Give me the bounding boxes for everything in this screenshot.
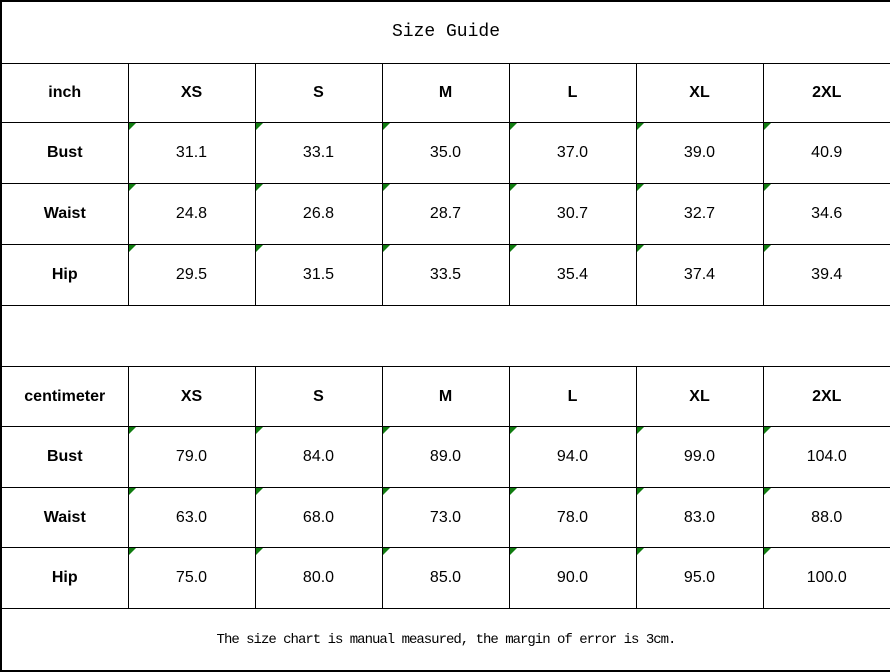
cm-hip-s-cell <box>255 548 382 609</box>
inch-hip-2xl-cell <box>763 244 890 305</box>
cell-flag-icon <box>383 427 390 434</box>
cell-flag-icon <box>637 245 644 252</box>
inch-size-header-m: M <box>382 63 509 123</box>
cell-flag-icon <box>764 427 771 434</box>
cell-flag-icon <box>764 548 771 555</box>
cell-flag-icon <box>129 488 136 495</box>
cell-flag-icon <box>383 548 390 555</box>
inch-unit-header: inch <box>1 63 128 123</box>
inch-bust-row <box>1 123 890 184</box>
inch-waist-2xl-cell <box>763 184 890 245</box>
cell-flag-icon <box>129 427 136 434</box>
inch-size-header-2xl: 2XL <box>763 63 890 123</box>
inch-hip-xs-cell <box>128 244 255 305</box>
cell-value: 73.0 <box>429 508 462 526</box>
cm-hip-xs-cell <box>128 548 255 609</box>
inch-hip-s-cell <box>255 244 382 305</box>
cm-hip-row <box>1 548 890 609</box>
inch-bust-xs-cell <box>128 123 255 184</box>
cell-flag-icon <box>637 123 644 130</box>
cell-flag-icon <box>383 184 390 191</box>
cell-value: 29.5 <box>175 265 208 283</box>
cell-value: 80.0 <box>302 569 335 587</box>
cell-flag-icon <box>129 245 136 252</box>
cm-bust-s-cell <box>255 427 382 488</box>
cell-value: 39.4 <box>811 265 843 283</box>
inch-waist-l-cell <box>509 184 636 245</box>
footer-row <box>1 609 890 671</box>
cell-value: 85.0 <box>429 569 462 587</box>
inch-waist-s-cell <box>255 184 382 245</box>
cm-waist-s-cell <box>255 487 382 548</box>
cell-flag-icon <box>256 548 263 555</box>
cell-flag-icon <box>510 123 517 130</box>
cell-value: 78.0 <box>556 508 589 526</box>
inch-hip-m-cell <box>382 244 509 305</box>
cell-flag-icon <box>637 488 644 495</box>
cell-value: 79.0 <box>175 447 208 465</box>
inch-waist-xs-cell <box>128 184 255 245</box>
cm-waist-row <box>1 487 890 548</box>
cm-waist-label: Waist <box>1 487 128 548</box>
cell-value: 37.4 <box>683 265 716 283</box>
cell-value: 31.1 <box>175 144 208 162</box>
cell-flag-icon <box>129 184 136 191</box>
inch-size-header-s: S <box>255 63 382 123</box>
cell-value: 32.7 <box>683 205 716 223</box>
cell-flag-icon <box>256 184 263 191</box>
cm-bust-label: Bust <box>1 427 128 488</box>
title-row <box>1 1 890 63</box>
inch-waist-xl-cell <box>636 184 763 245</box>
cell-flag-icon <box>510 184 517 191</box>
cell-flag-icon <box>764 488 771 495</box>
cm-unit-header: centimeter <box>1 367 128 427</box>
cm-bust-l-cell <box>509 427 636 488</box>
cell-value: 104.0 <box>806 447 847 465</box>
cm-header-row <box>1 367 890 427</box>
cm-hip-2xl-cell <box>763 548 890 609</box>
footer-note: The size chart is manual measured, the margin of error is 3cm. <box>1 609 890 671</box>
cm-hip-label: Hip <box>1 548 128 609</box>
cm-bust-row <box>1 427 890 488</box>
inch-bust-xl-cell <box>636 123 763 184</box>
inch-bust-2xl-cell <box>763 123 890 184</box>
cell-value: 100.0 <box>806 569 847 587</box>
cm-waist-xs-cell <box>128 487 255 548</box>
cell-flag-icon <box>256 427 263 434</box>
cell-value: 26.8 <box>302 205 335 223</box>
spacer-row <box>1 305 890 367</box>
inch-hip-l-cell <box>509 244 636 305</box>
cell-flag-icon <box>637 427 644 434</box>
inch-hip-label: Hip <box>1 244 128 305</box>
cell-flag-icon <box>129 123 136 130</box>
inch-hip-xl-cell <box>636 244 763 305</box>
cell-value: 33.5 <box>429 265 462 283</box>
cell-value: 24.8 <box>175 205 208 223</box>
cell-flag-icon <box>383 245 390 252</box>
cell-flag-icon <box>764 123 771 130</box>
inch-waist-m-cell <box>382 184 509 245</box>
cm-size-header-2xl: 2XL <box>763 367 890 427</box>
cm-size-header-xs: XS <box>128 367 255 427</box>
inch-bust-l-cell <box>509 123 636 184</box>
cm-size-header-s: S <box>255 367 382 427</box>
cell-value: 68.0 <box>302 508 335 526</box>
cell-value: 75.0 <box>175 569 208 587</box>
cell-flag-icon <box>256 245 263 252</box>
cm-hip-l-cell <box>509 548 636 609</box>
spacer-cell <box>1 305 890 367</box>
cell-value: 63.0 <box>175 508 208 526</box>
cell-value: 39.0 <box>683 144 716 162</box>
cell-value: 95.0 <box>683 569 716 587</box>
cell-value: 34.6 <box>811 205 843 223</box>
cell-flag-icon <box>510 245 517 252</box>
cm-hip-m-cell <box>382 548 509 609</box>
cm-size-header-m: M <box>382 367 509 427</box>
cell-flag-icon <box>256 488 263 495</box>
cell-value: 89.0 <box>429 447 462 465</box>
cell-flag-icon <box>764 245 771 252</box>
cell-value: 88.0 <box>811 508 843 526</box>
cell-flag-icon <box>383 123 390 130</box>
cell-value: 84.0 <box>302 447 335 465</box>
inch-bust-label: Bust <box>1 123 128 184</box>
cm-waist-2xl-cell <box>763 487 890 548</box>
cm-hip-xl-cell <box>636 548 763 609</box>
inch-waist-row <box>1 184 890 245</box>
page-title: Size Guide <box>1 1 890 63</box>
cell-flag-icon <box>764 184 771 191</box>
inch-hip-row <box>1 244 890 305</box>
cell-value: 99.0 <box>683 447 716 465</box>
cm-bust-2xl-cell <box>763 427 890 488</box>
cell-value: 35.0 <box>429 144 462 162</box>
cm-bust-xs-cell <box>128 427 255 488</box>
inch-bust-s-cell <box>255 123 382 184</box>
cell-flag-icon <box>256 123 263 130</box>
cell-value: 90.0 <box>556 569 589 587</box>
inch-waist-label: Waist <box>1 184 128 245</box>
cell-flag-icon <box>637 548 644 555</box>
cell-value: 28.7 <box>429 205 462 223</box>
cell-value: 40.9 <box>811 144 843 162</box>
cell-value: 94.0 <box>556 447 589 465</box>
cell-value: 33.1 <box>302 144 335 162</box>
inch-bust-m-cell <box>382 123 509 184</box>
cell-value: 37.0 <box>556 144 589 162</box>
cell-value: 35.4 <box>556 265 589 283</box>
cm-size-header-l: L <box>509 367 636 427</box>
cm-size-header-xl: XL <box>636 367 763 427</box>
cm-waist-m-cell <box>382 487 509 548</box>
cell-flag-icon <box>510 548 517 555</box>
cell-flag-icon <box>129 548 136 555</box>
cm-bust-xl-cell <box>636 427 763 488</box>
cell-flag-icon <box>383 488 390 495</box>
cell-flag-icon <box>510 427 517 434</box>
cm-waist-xl-cell <box>636 487 763 548</box>
cm-waist-l-cell <box>509 487 636 548</box>
cell-value: 83.0 <box>683 508 716 526</box>
inch-size-header-xs: XS <box>128 63 255 123</box>
cell-value: 30.7 <box>556 205 589 223</box>
cm-bust-m-cell <box>382 427 509 488</box>
inch-size-header-l: L <box>509 63 636 123</box>
inch-size-header-xl: XL <box>636 63 763 123</box>
cell-flag-icon <box>510 488 517 495</box>
inch-header-row <box>1 63 890 123</box>
cell-value: 31.5 <box>302 265 335 283</box>
cell-flag-icon <box>637 184 644 191</box>
